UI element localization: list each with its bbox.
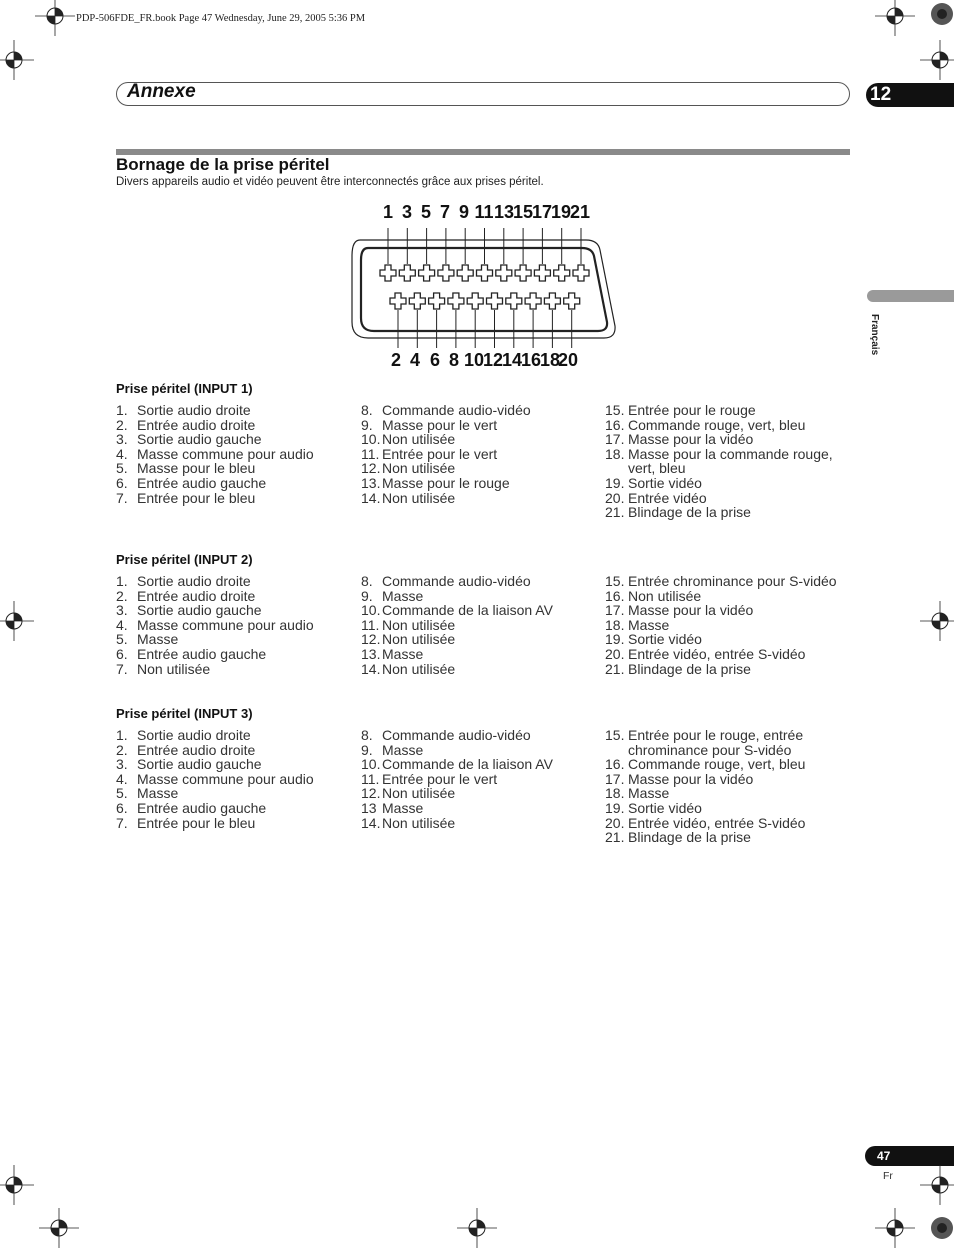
pin-description: Commande audio-vidéo	[382, 727, 531, 743]
pin-number: 20.	[605, 489, 625, 506]
pin-number: 2.	[116, 741, 128, 758]
list-item	[116, 491, 314, 506]
pin-number: 16.	[605, 416, 625, 433]
pin-number: 12.	[361, 460, 381, 477]
list-item	[605, 603, 837, 618]
pin-description: Entrée vidéo	[628, 489, 707, 506]
pin-description: Blindage de la prise	[628, 660, 751, 677]
pin-list-column	[605, 403, 833, 520]
pin-description: Blindage de la prise	[628, 504, 751, 521]
pin-description-continued: vert, bleu	[628, 460, 686, 477]
list-item	[361, 801, 553, 816]
list-item	[361, 728, 553, 743]
bottom-pin-label: 14	[501, 350, 523, 370]
bottom-pin-label: 18	[539, 350, 561, 370]
pin-description: Masse commune pour audio	[137, 616, 314, 633]
pin-number: 18.	[605, 785, 625, 802]
pin-number: 15.	[605, 727, 625, 743]
pin-number: 5.	[116, 631, 128, 648]
list-item	[361, 662, 553, 677]
list-item	[605, 816, 805, 831]
print-header: PDP-506FDE_FR.book Page 47 Wednesday, June 29, 2005 5:36 PM	[76, 13, 366, 24]
list-item	[605, 801, 805, 816]
list-item	[116, 743, 314, 758]
list-item	[361, 403, 531, 418]
pin-number: 13	[361, 799, 377, 816]
registration-mark-icon	[457, 1208, 497, 1248]
pin-description: Masse pour le rouge	[382, 474, 510, 491]
list-item	[116, 461, 314, 476]
list-item	[605, 647, 837, 662]
pin-description: Masse	[382, 741, 424, 758]
pin-description: Sortie audio gauche	[137, 602, 262, 619]
pin-description: Non utilisée	[382, 631, 456, 648]
registration-mark-icon	[875, 0, 915, 36]
list-item	[116, 647, 314, 662]
list-item	[605, 728, 805, 757]
pin-number: 19.	[605, 799, 625, 816]
pin-number: 9.	[361, 416, 373, 433]
pin-description: Blindage de la prise	[628, 829, 751, 846]
pin-description: Masse	[382, 799, 424, 816]
pin-number: 14.	[361, 660, 381, 677]
pin-description: Non utilisée	[382, 660, 456, 677]
list-item	[605, 662, 837, 677]
list-item	[605, 574, 837, 589]
pin-description: Commande de la liaison AV	[382, 756, 553, 773]
top-pin-label: 11	[474, 202, 494, 222]
pin-number: 2.	[116, 416, 128, 433]
top-pin-label: 13	[493, 202, 515, 222]
input-title: Prise péritel (INPUT 2)	[116, 552, 253, 567]
pin-description: Entrée audio droite	[137, 741, 256, 758]
pin-description: Commande rouge, vert, bleu	[628, 756, 806, 773]
top-pin-label: 15	[512, 202, 534, 222]
pin-number: 7.	[116, 814, 128, 831]
pin-description: Masse commune pour audio	[137, 445, 314, 462]
pin-number: 8.	[361, 573, 373, 589]
list-item	[361, 603, 553, 618]
list-item	[361, 589, 553, 604]
pin-number: 21.	[605, 504, 625, 521]
pin-list-column	[116, 728, 314, 830]
bottom-pin-label: 2	[390, 350, 402, 370]
chapter-number: 12	[870, 84, 892, 105]
list-item	[361, 816, 553, 831]
pin-description: Sortie audio gauche	[137, 756, 262, 773]
pin-number: 20.	[605, 814, 625, 831]
pin-list-column	[361, 728, 553, 830]
list-item	[116, 603, 314, 618]
list-item	[361, 772, 553, 787]
list-item	[605, 786, 805, 801]
list-item	[605, 476, 833, 491]
pin-number: 9.	[361, 741, 373, 758]
bottom-pin-label: 12	[482, 350, 504, 370]
registration-mark-icon	[35, 0, 75, 36]
pin-list-column	[361, 574, 553, 676]
pin-number: 17.	[605, 770, 625, 787]
pin-number: 17.	[605, 431, 625, 448]
pin-number: 17.	[605, 602, 625, 619]
top-pin-label: 17	[531, 202, 553, 222]
pin-number: 12.	[361, 785, 381, 802]
pin-number: 14.	[361, 489, 381, 506]
list-item	[116, 757, 314, 772]
chapter-title: Annexe	[127, 81, 196, 102]
list-item	[361, 432, 531, 447]
pin-description: Sortie audio droite	[137, 727, 251, 743]
list-item	[116, 816, 314, 831]
pin-number: 3.	[116, 756, 128, 773]
pin-number: 11.	[361, 770, 380, 787]
pin-description: Non utilisée	[382, 785, 456, 802]
top-pin-label: 21	[569, 202, 591, 222]
pin-description: Entrée pour le bleu	[137, 489, 256, 506]
pin-description: Entrée audio droite	[137, 416, 256, 433]
pin-description: Sortie audio gauche	[137, 431, 262, 448]
pin-number: 4.	[116, 770, 128, 787]
color-target-icon	[930, 2, 954, 26]
pin-description: Entrée audio gauche	[137, 474, 267, 491]
list-item	[605, 618, 837, 633]
list-item	[605, 830, 805, 845]
pin-description: Entrée pour le rouge, entrée	[628, 727, 804, 743]
pin-number: 18.	[605, 445, 625, 462]
pin-description: Commande audio-vidéo	[382, 402, 531, 418]
pin-number: 7.	[116, 489, 128, 506]
registration-mark-icon	[875, 1208, 915, 1248]
pin-description: Commande de la liaison AV	[382, 602, 553, 619]
pin-number: 14.	[361, 814, 381, 831]
list-item	[361, 647, 553, 662]
pin-description: Entrée pour le rouge	[628, 402, 756, 418]
pin-description: Non utilisée	[382, 431, 456, 448]
top-pin-label: 7	[439, 202, 451, 222]
list-item	[116, 432, 314, 447]
pin-number: 1.	[116, 573, 128, 589]
pin-description: Entrée pour le vert	[382, 770, 498, 787]
bottom-pin-label: 20	[557, 350, 579, 370]
list-item	[605, 491, 833, 506]
list-item	[605, 589, 837, 604]
page-number: 47	[877, 1149, 891, 1163]
pin-number: 6.	[116, 799, 128, 816]
pin-number: 21.	[605, 829, 625, 846]
pin-number: 6.	[116, 645, 128, 662]
pin-description: Sortie vidéo	[628, 631, 702, 648]
pin-description: Masse pour la vidéo	[628, 431, 754, 448]
pin-description: Sortie vidéo	[628, 474, 702, 491]
scart-connector-diagram	[350, 198, 620, 373]
list-item	[605, 757, 805, 772]
pin-number: 1.	[116, 402, 128, 418]
pin-description: Non utilisée	[382, 616, 456, 633]
bottom-pin-label: 16	[520, 350, 542, 370]
pin-number: 12.	[361, 631, 381, 648]
registration-mark-icon	[920, 1165, 954, 1205]
pin-number: 16.	[605, 587, 625, 604]
list-item	[361, 743, 553, 758]
bottom-pin-label: 6	[429, 350, 441, 370]
language-label: Français	[869, 314, 880, 356]
pin-description: Entrée pour le vert	[382, 445, 498, 462]
top-pin-label: 9	[458, 202, 470, 222]
input-title: Prise péritel (INPUT 3)	[116, 706, 253, 721]
pin-list-column	[116, 403, 314, 505]
pin-description: Sortie vidéo	[628, 799, 702, 816]
pin-number: 4.	[116, 445, 128, 462]
list-item	[116, 801, 314, 816]
registration-mark-icon	[920, 601, 954, 641]
list-item	[116, 618, 314, 633]
pin-number: 2.	[116, 587, 128, 604]
bottom-pin-label: 10	[463, 350, 485, 370]
pin-number: 1.	[116, 727, 128, 743]
pin-description: Masse commune pour audio	[137, 770, 314, 787]
pin-description: Entrée audio gauche	[137, 645, 267, 662]
pin-description: Non utilisée	[137, 660, 211, 677]
pin-description: Entrée audio droite	[137, 587, 256, 604]
list-item	[116, 772, 314, 787]
list-item	[116, 476, 314, 491]
registration-mark-icon	[0, 1165, 34, 1205]
pin-description: Non utilisée	[382, 489, 456, 506]
pin-description: Sortie audio droite	[137, 573, 251, 589]
section-intro: Divers appareils audio et vidéo peuvent être interconnectés grâce aux prises péritel.	[116, 176, 544, 188]
pin-description-continued: chrominance pour S-vidéo	[628, 741, 792, 758]
pin-description: Masse	[628, 785, 670, 802]
list-item	[361, 618, 553, 633]
list-item	[116, 786, 314, 801]
pin-description: Entrée chrominance pour S-vidéo	[628, 573, 837, 589]
pin-number: 13.	[361, 645, 381, 662]
pin-number: 3.	[116, 602, 128, 619]
pin-number: 11.	[361, 616, 380, 633]
pin-list-column	[361, 403, 531, 505]
list-item	[361, 632, 553, 647]
list-item	[605, 403, 833, 418]
section-title: Bornage de la prise péritel	[116, 155, 330, 174]
list-item	[361, 461, 531, 476]
bottom-pin-label: 8	[448, 350, 460, 370]
pin-list-column	[605, 728, 805, 845]
list-item	[116, 418, 314, 433]
pin-description: Masse pour la vidéo	[628, 602, 754, 619]
pin-number: 21.	[605, 660, 625, 677]
pin-number: 5.	[116, 460, 128, 477]
list-item	[116, 632, 314, 647]
list-item	[605, 772, 805, 787]
list-item	[361, 757, 553, 772]
pin-number: 15.	[605, 402, 625, 418]
pin-number: 6.	[116, 474, 128, 491]
pin-description: Masse pour le vert	[382, 416, 498, 433]
pin-number: 8.	[361, 727, 373, 743]
pin-number: 5.	[116, 785, 128, 802]
pin-list-column	[605, 574, 837, 676]
pin-number: 7.	[116, 660, 128, 677]
pin-description: Entrée pour le bleu	[137, 814, 256, 831]
color-target-icon	[930, 1216, 954, 1240]
pin-description: Entrée vidéo, entrée S-vidéo	[628, 645, 806, 662]
registration-mark-icon	[920, 40, 954, 80]
pin-description: Masse	[137, 785, 179, 802]
registration-mark-icon	[39, 1208, 79, 1248]
pin-number: 13.	[361, 474, 381, 491]
list-item	[116, 403, 314, 418]
pin-description: Masse pour le bleu	[137, 460, 256, 477]
pin-number: 15.	[605, 573, 625, 589]
pin-number: 20.	[605, 645, 625, 662]
pin-description: Masse	[137, 631, 179, 648]
list-item	[361, 491, 531, 506]
chapter-bar	[116, 82, 850, 106]
language-tab	[867, 290, 954, 302]
pin-description: Sortie audio droite	[137, 402, 251, 418]
registration-mark-icon	[0, 40, 34, 80]
pin-description: Masse pour la vidéo	[628, 770, 754, 787]
pin-number: 16.	[605, 756, 625, 773]
list-item	[361, 786, 553, 801]
pin-number: 3.	[116, 431, 128, 448]
list-item	[116, 728, 314, 743]
list-item	[361, 574, 553, 589]
list-item	[605, 432, 833, 447]
page-language: Fr	[883, 1170, 893, 1182]
list-item	[361, 447, 531, 462]
list-item	[361, 476, 531, 491]
pin-number: 19.	[605, 631, 625, 648]
list-item	[605, 418, 833, 433]
pin-description: Non utilisée	[382, 460, 456, 477]
top-pin-label: 5	[420, 202, 432, 222]
bottom-pin-label: 4	[409, 350, 421, 370]
input-title: Prise péritel (INPUT 1)	[116, 381, 253, 396]
pin-description: Masse pour la commande rouge,	[628, 445, 833, 462]
pin-number: 10.	[361, 431, 381, 448]
pin-number: 8.	[361, 402, 373, 418]
top-pin-label: 1	[382, 202, 394, 222]
list-item	[116, 589, 314, 604]
pin-description: Commande rouge, vert, bleu	[628, 416, 806, 433]
list-item	[605, 447, 833, 476]
pin-description: Masse	[382, 587, 424, 604]
pin-number: 9.	[361, 587, 373, 604]
pin-list-column	[116, 574, 314, 676]
pin-number: 11.	[361, 445, 380, 462]
top-pin-label: 3	[401, 202, 413, 222]
pin-description: Commande audio-vidéo	[382, 573, 531, 589]
pin-description: Entrée vidéo, entrée S-vidéo	[628, 814, 806, 831]
pin-description: Masse	[382, 645, 424, 662]
list-item	[361, 418, 531, 433]
list-item	[116, 662, 314, 677]
pin-number: 10.	[361, 756, 381, 773]
list-item	[605, 632, 837, 647]
pin-number: 4.	[116, 616, 128, 633]
pin-number: 18.	[605, 616, 625, 633]
pin-number: 19.	[605, 474, 625, 491]
list-item	[116, 574, 314, 589]
pin-number: 10.	[361, 602, 381, 619]
pin-description: Entrée audio gauche	[137, 799, 267, 816]
pin-description: Non utilisée	[382, 814, 456, 831]
list-item	[605, 505, 833, 520]
top-pin-label: 19	[550, 202, 572, 222]
pin-description: Masse	[628, 616, 670, 633]
registration-mark-icon	[0, 601, 34, 641]
list-item	[116, 447, 314, 462]
pin-description: Non utilisée	[628, 587, 702, 604]
